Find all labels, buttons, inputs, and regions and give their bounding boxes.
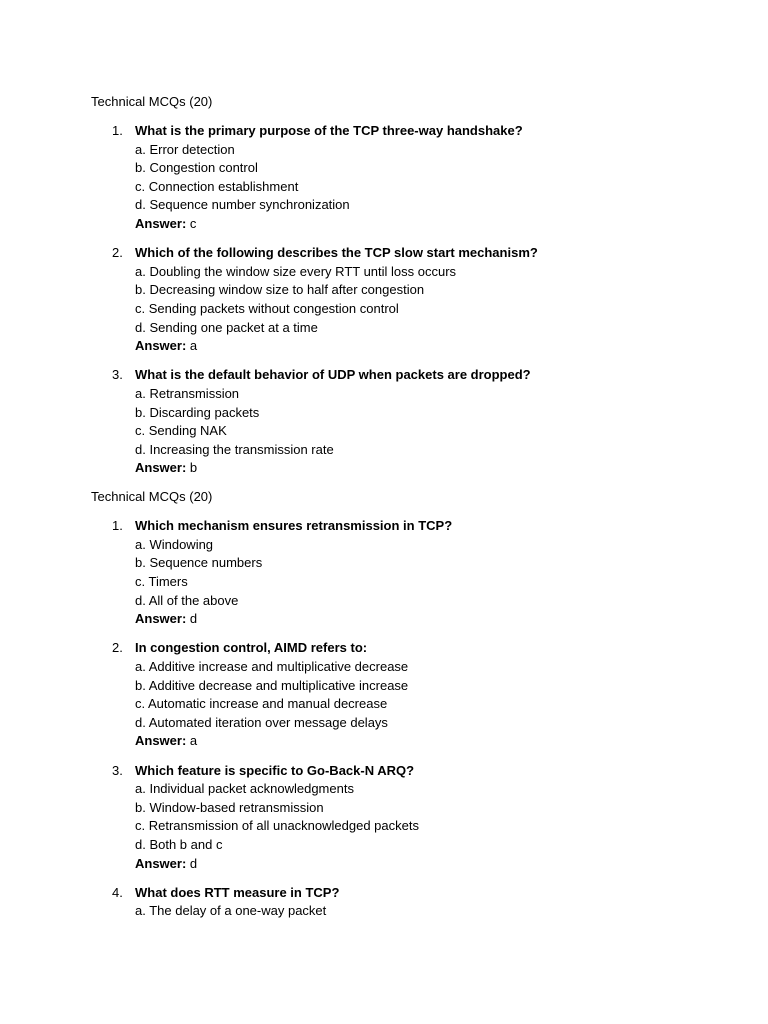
option-c: c. Sending NAK [135, 423, 227, 439]
question-s1-q2 [91, 244, 768, 356]
question-number: 2. [112, 640, 123, 656]
question-s2-q4 [91, 884, 768, 921]
question-s1-q3 [91, 366, 768, 478]
section-1 [91, 93, 768, 478]
option-a: a. Error detection [135, 141, 235, 157]
option-d: d. Sequence number synchronization [135, 197, 350, 213]
option-b: b. Congestion control [135, 160, 258, 176]
option-d: d. Automated iteration over message delays [135, 714, 388, 730]
option-b: b. Decreasing window size to half after congestion [135, 282, 425, 298]
section-title: Technical MCQs (20) [91, 489, 213, 505]
option-a: a. Doubling the window size every RTT until loss occurs [135, 263, 457, 279]
answer-label: Answer: [135, 611, 187, 627]
option-b: b. Sequence numbers [135, 555, 263, 571]
question-text: In congestion control, AIMD refers to: [135, 640, 368, 656]
question-text: What is the default behavior of UDP when packets are dropped? [135, 367, 531, 383]
answer-label: Answer: [135, 855, 187, 871]
question-s1-q1 [91, 122, 768, 234]
question-s2-q2 [91, 639, 768, 751]
option-a: a. Retransmission [135, 385, 240, 401]
question-text: Which of the following describes the TCP slow start mechanism? [135, 245, 538, 261]
answer-value: a [186, 733, 198, 749]
answer-label: Answer: [135, 215, 187, 231]
question-number: 3. [112, 762, 123, 778]
answer-label: Answer: [135, 733, 187, 749]
option-c: c. Automatic increase and manual decrease [135, 696, 388, 712]
option-b: b. Discarding packets [135, 404, 260, 420]
option-a: a. Additive increase and multiplicative decrease [135, 659, 409, 675]
option-a: a. The delay of a one-way packet [135, 903, 327, 919]
answer-line [135, 459, 768, 478]
question-s2-q1 [91, 517, 768, 629]
option-b: b. Window-based retransmission [135, 799, 324, 815]
question-text: What does RTT measure in TCP? [135, 884, 340, 900]
question-text: Which mechanism ensures retransmission in TCP? [135, 518, 453, 534]
question-number: 4. [112, 884, 123, 900]
answer-value: d [186, 855, 198, 871]
option-d: d. Increasing the transmission rate [135, 441, 334, 457]
question-number: 2. [112, 245, 123, 261]
answer-line [135, 337, 768, 356]
option-a: a. Windowing [135, 536, 214, 552]
answer-value: d [186, 611, 198, 627]
question-number: 3. [112, 367, 123, 383]
option-c: c. Timers [135, 574, 188, 590]
option-a: a. Individual packet acknowledgments [135, 781, 354, 797]
answer-line [135, 732, 768, 751]
answer-label: Answer: [135, 460, 187, 476]
answer-line [135, 610, 768, 629]
option-c: c. Retransmission of all unacknowledged packets [135, 818, 419, 834]
option-d: d. All of the above [135, 592, 239, 608]
answer-value: c [186, 215, 197, 231]
question-s2-q3 [91, 762, 768, 874]
answer-line [135, 855, 768, 874]
section-2 [91, 488, 768, 921]
option-d: d. Sending one packet at a time [135, 319, 318, 335]
question-text: Which feature is specific to Go-Back-N ARQ? [135, 762, 415, 778]
answer-value: a [186, 338, 198, 354]
option-c: c. Connection establishment [135, 178, 299, 194]
question-text: What is the primary purpose of the TCP three-way handshake? [135, 123, 523, 138]
section-title: Technical MCQs (20) [91, 94, 213, 109]
answer-value: b [186, 460, 198, 476]
option-b: b. Additive decrease and multiplicative increase [135, 677, 409, 693]
option-c: c. Sending packets without congestion control [135, 300, 399, 316]
option-d: d. Both b and c [135, 836, 223, 852]
question-number: 1. [112, 123, 123, 138]
answer-line [135, 215, 768, 234]
answer-label: Answer: [135, 338, 187, 354]
question-number: 1. [112, 518, 123, 534]
